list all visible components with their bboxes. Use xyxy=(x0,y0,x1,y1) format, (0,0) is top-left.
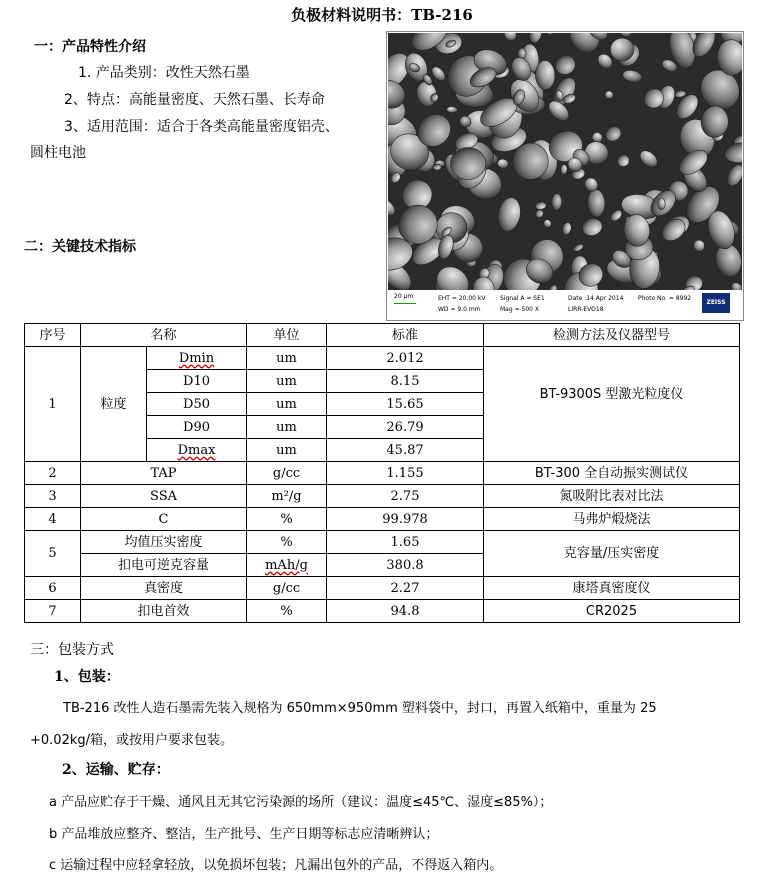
row5-method: 克容量/压实密度 xyxy=(484,531,740,577)
row2-value: 1.155 xyxy=(327,462,484,485)
feature-item-3-cont: 圆柱电池 xyxy=(30,145,86,161)
row4-unit: % xyxy=(247,508,327,531)
header-standard: 标准 xyxy=(327,324,484,347)
row5-no: 5 xyxy=(25,531,81,577)
feature-item-3: 3、适用范围：适合于各类高能量密度铝壳、 xyxy=(64,119,339,135)
row5a-unit: % xyxy=(247,531,327,554)
dmin-unit: um xyxy=(247,347,327,370)
zeiss-logo: ZEISS xyxy=(702,293,730,313)
d50-unit: um xyxy=(247,393,327,416)
table-row xyxy=(25,347,740,370)
row3-no: 3 xyxy=(25,485,81,508)
sem-wd: WD = 9.0 mm xyxy=(438,306,481,313)
dmax-name: Dmax xyxy=(177,442,216,458)
graphite-particle xyxy=(433,164,442,171)
row4-method: 马弗炉煅烧法 xyxy=(484,508,740,531)
dmax-unit: um xyxy=(247,439,327,462)
header-name: 名称 xyxy=(81,324,247,347)
row4-no: 4 xyxy=(25,508,81,531)
scale-bar xyxy=(394,303,416,304)
row6-unit: g/cc xyxy=(247,577,327,600)
packaging-text-line1: TB-216 改性人造石墨需先装入规格为 650mm×950mm 塑料袋中，封口，再置入纸箱中，重量为 25 xyxy=(63,701,657,716)
header-no: 序号 xyxy=(25,324,81,347)
d50-name: D50 xyxy=(147,393,247,416)
row7-name: 扣电首效 xyxy=(81,600,247,623)
d90-value: 26.79 xyxy=(327,416,484,439)
row5b-unit: mAh/g xyxy=(265,557,308,573)
d90-unit: um xyxy=(247,416,327,439)
spec-table xyxy=(24,323,740,623)
row5a-name: 均值压实密度 xyxy=(81,531,247,554)
row6-no: 6 xyxy=(25,577,81,600)
row5b-name: 扣电可逆克容量 xyxy=(81,554,247,577)
feature-item-2: 2、特点：高能量密度、天然石墨、长寿命 xyxy=(64,92,325,108)
sem-date: Date :14 Apr 2014 xyxy=(568,295,624,302)
row3-unit: m²/g xyxy=(247,485,327,508)
feature-item-1: 1. 产品类别：改性天然石墨 xyxy=(78,65,250,81)
d10-unit: um xyxy=(247,370,327,393)
document-title: 负极材料说明书：TB-216 xyxy=(291,6,473,24)
table-row xyxy=(25,485,740,508)
graphite-particles-image xyxy=(388,33,742,290)
section3-heading: 三：包装方式 xyxy=(30,642,114,658)
row3-name: SSA xyxy=(81,485,247,508)
row2-name: TAP xyxy=(81,462,247,485)
row7-value: 94.8 xyxy=(327,600,484,623)
graphite-particle xyxy=(658,198,666,210)
d10-name: D10 xyxy=(147,370,247,393)
table-row xyxy=(25,600,740,623)
sem-eht: EHT = 20.00 kV xyxy=(438,295,486,302)
row7-no: 7 xyxy=(25,600,81,623)
row4-value: 99.978 xyxy=(327,508,484,531)
row5b-value: 380.8 xyxy=(327,554,484,577)
section1-heading: 一：产品特性介绍 xyxy=(34,39,146,55)
table-row xyxy=(25,508,740,531)
table-row xyxy=(25,531,740,554)
storage-item-b: b 产品堆放应整齐、整洁，生产批号、生产日期等标志应清晰辨认； xyxy=(49,827,439,842)
scale-bar-label: 20 μm xyxy=(394,293,414,300)
sem-signal: Signal A = SE1 xyxy=(500,295,545,302)
row2-method: BT-300 全自动振实测试仪 xyxy=(484,462,740,485)
section2-heading: 二：关键技术指标 xyxy=(24,239,136,255)
storage-item-a: a 产品应贮存于干燥、通风且无其它污染源的场所（建议：温度≤45℃、湿度≤85%）； xyxy=(49,795,553,810)
sem-micrograph xyxy=(386,31,744,321)
transport-heading: 2、运输、贮存： xyxy=(62,762,170,778)
sem-instrument: LIRR-EVO18 xyxy=(568,306,604,313)
packaging-text-line2: +0.02kg/箱，或按用户要求包装。 xyxy=(30,733,233,748)
d90-name: D90 xyxy=(147,416,247,439)
header-unit: 单位 xyxy=(247,324,327,347)
row2-unit: g/cc xyxy=(247,462,327,485)
dmax-value: 45.87 xyxy=(327,439,484,462)
row4-name: C xyxy=(81,508,247,531)
row5a-value: 1.65 xyxy=(327,531,484,554)
d50-value: 15.65 xyxy=(327,393,484,416)
storage-item-c: c 运输过程中应轻拿轻放，以免损坏包装；凡漏出包外的产品，不得返入箱内。 xyxy=(49,858,503,873)
row1-method: BT-9300S 型激光粒度仪 xyxy=(484,347,740,462)
packaging-heading: 1、包装： xyxy=(54,669,120,685)
row6-value: 2.27 xyxy=(327,577,484,600)
row7-method: CR2025 xyxy=(484,600,740,623)
table-header-row xyxy=(25,324,740,347)
dmin-value: 2.012 xyxy=(327,347,484,370)
row1-no: 1 xyxy=(25,347,81,462)
graphite-particle xyxy=(610,38,634,61)
row6-name: 真密度 xyxy=(81,577,247,600)
dmin-name: Dmin xyxy=(178,350,215,366)
table-row xyxy=(25,577,740,600)
row6-method: 康塔真密度仪 xyxy=(484,577,740,600)
sem-mag: Mag = 500 X xyxy=(500,306,539,313)
header-method: 检测方法及仪器型号 xyxy=(484,324,740,347)
row3-method: 氮吸附比表对比法 xyxy=(484,485,740,508)
table-row xyxy=(25,462,740,485)
sem-photo-no: Photo No. = 8992 xyxy=(638,295,692,302)
d10-value: 8.15 xyxy=(327,370,484,393)
sem-info-bar xyxy=(388,291,742,319)
row2-no: 2 xyxy=(25,462,81,485)
row7-unit: % xyxy=(247,600,327,623)
row1-name: 粒度 xyxy=(81,347,147,462)
row3-value: 2.75 xyxy=(327,485,484,508)
